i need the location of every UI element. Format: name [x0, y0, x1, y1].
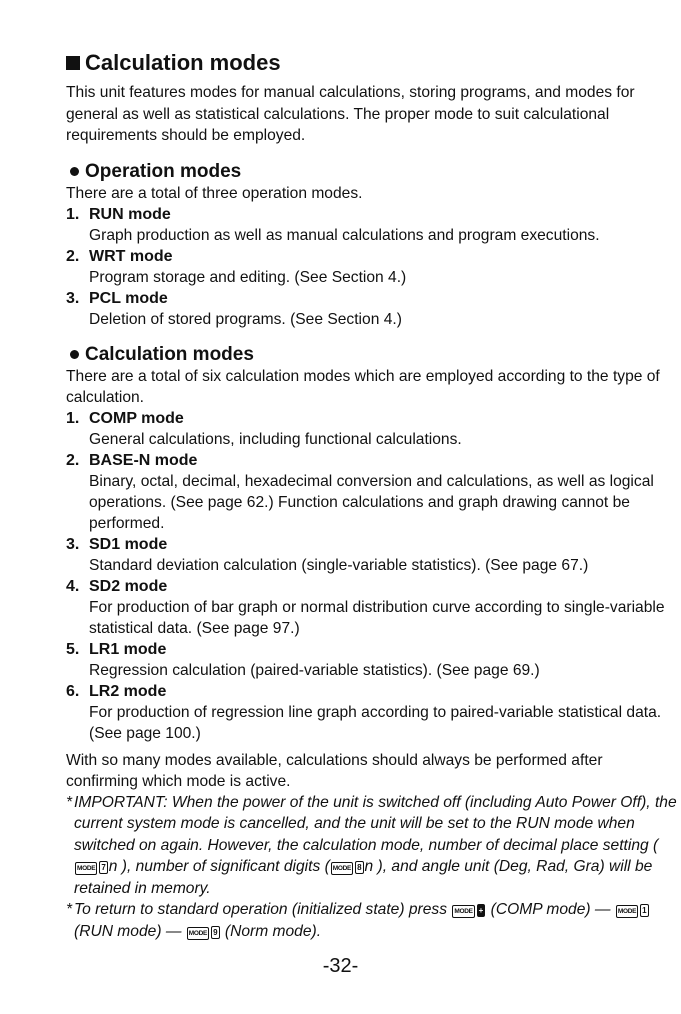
list-item: 4. SD2 mode For production of bar graph or normal distribution curve according to single-variable statistical data. (See page 97.) [66, 576, 678, 639]
page-content [66, 50, 678, 942]
mode-description: General calculations, including functional calculations. [89, 430, 462, 448]
list-item: 1. RUN mode Graph production as well as manual calculations and program executions. [66, 204, 678, 246]
important-note: * IMPORTANT: When the power of the unit is switched off (including Auto Power Off), the current system mode is cancelled, and the unit will be set to the RUN mode when switched on again. However, the calculation mode, number of decimal place setting (MODE 7 n ), number of significant digits ( MODE 8 n ), and angle unit (Deg, Rad, Gra) will be retained in memory. [66, 793, 677, 897]
mode-name: LR1 mode [89, 640, 167, 658]
mode-name: WRT mode [89, 247, 173, 265]
mode-key-icon: MODE [187, 927, 209, 940]
seven-key-icon: 7 [101, 863, 106, 872]
list-item: 3. SD1 mode Standard deviation calculation (single-variable statistics). (See page 67.) [66, 534, 678, 576]
mode-name: SD2 mode [89, 577, 168, 595]
closing-paragraph: With so many modes available, calculations should always be performed after confirming which mode is active. [66, 751, 603, 790]
operation-modes-lead: There are a total of three operation modes. [66, 184, 363, 202]
list-item: 3. PCL mode Deletion of stored programs. (See Section 4.) [66, 288, 678, 330]
mode-description: Deletion of stored programs. (See Section 4.) [89, 310, 402, 328]
bullet-icon [70, 350, 79, 359]
list-item: 6. LR2 mode For production of regression line graph according to paired-variable statistical data. (See page 100.) [66, 681, 678, 744]
mode-name: RUN mode [89, 205, 171, 223]
mode-key-icon: MODE [452, 905, 474, 918]
page-title-text: Calculation modes [85, 50, 281, 75]
mode-key-icon: MODE [616, 905, 638, 918]
operation-modes-heading: Operation modes [66, 161, 678, 183]
mode-description: For production of regression line graph according to paired-variable statistical data. (See page 100.) [89, 703, 662, 742]
mode-name: BASE-N mode [89, 451, 198, 469]
bullet-icon [70, 167, 79, 176]
page-title [66, 50, 678, 76]
list-item: 5. LR1 mode Regression calculation (paired-variable statistics). (See page 69.) [66, 639, 678, 681]
mode-name: PCL mode [89, 289, 168, 307]
mode-description: For production of bar graph or normal distribution curve according to single-variable statistical data. (See page 97.) [89, 598, 665, 637]
one-key-icon: 1 [642, 906, 647, 915]
mode-description: Program storage and editing. (See Section 4.) [89, 268, 407, 286]
list-item: 2. BASE-N mode Binary, octal, decimal, hexadecimal conversion and calculations, as well as logical operations. (See page 62.) Function calculations and graph drawing cannot be performed. [66, 450, 678, 534]
mode-description: Graph production as well as manual calculations and program executions. [89, 226, 600, 244]
mode-key-icon: MODE [75, 862, 97, 875]
calculation-modes-lead: There are a total of six calculation modes which are employed according to the type of calculation. [66, 367, 660, 406]
intro-paragraph: This unit features modes for manual calculations, storing programs, and modes for general as well as statistical calculations. The proper mode to suit calculational requirements should be employed. [66, 84, 635, 144]
square-bullet-icon [66, 56, 80, 70]
list-item: 2. WRT mode Program storage and editing. (See Section 4.) [66, 246, 678, 288]
mode-description: Binary, octal, decimal, hexadecimal conversion and calculations, as well as logical operations. (See page 62.) Function calculations and graph drawing cannot be performed. [89, 472, 654, 532]
nine-key-icon: 9 [213, 927, 218, 937]
restore-note: * To return to standard operation (initialized state) press MODE + (COMP mode) — MODE 1 (RUN mode) — MODE 9 (Norm mode). [66, 901, 647, 940]
mode-description: Regression calculation (paired-variable statistics). (See page 69.) [89, 661, 540, 679]
mode-name: LR2 mode [89, 682, 167, 700]
plus-key-icon: + [478, 906, 484, 915]
mode-description: Standard deviation calculation (single-variable statistics). (See page 67.) [89, 556, 589, 574]
mode-key-icon: MODE [331, 862, 353, 875]
calculation-modes-heading: Calculation modes [66, 344, 678, 366]
mode-name: SD1 mode [89, 535, 168, 553]
mode-name: COMP mode [89, 409, 184, 427]
eight-key-icon: 8 [357, 863, 362, 872]
list-item: 1. COMP mode General calculations, including functional calculations. [66, 408, 678, 450]
page-number: -32- [322, 955, 359, 977]
